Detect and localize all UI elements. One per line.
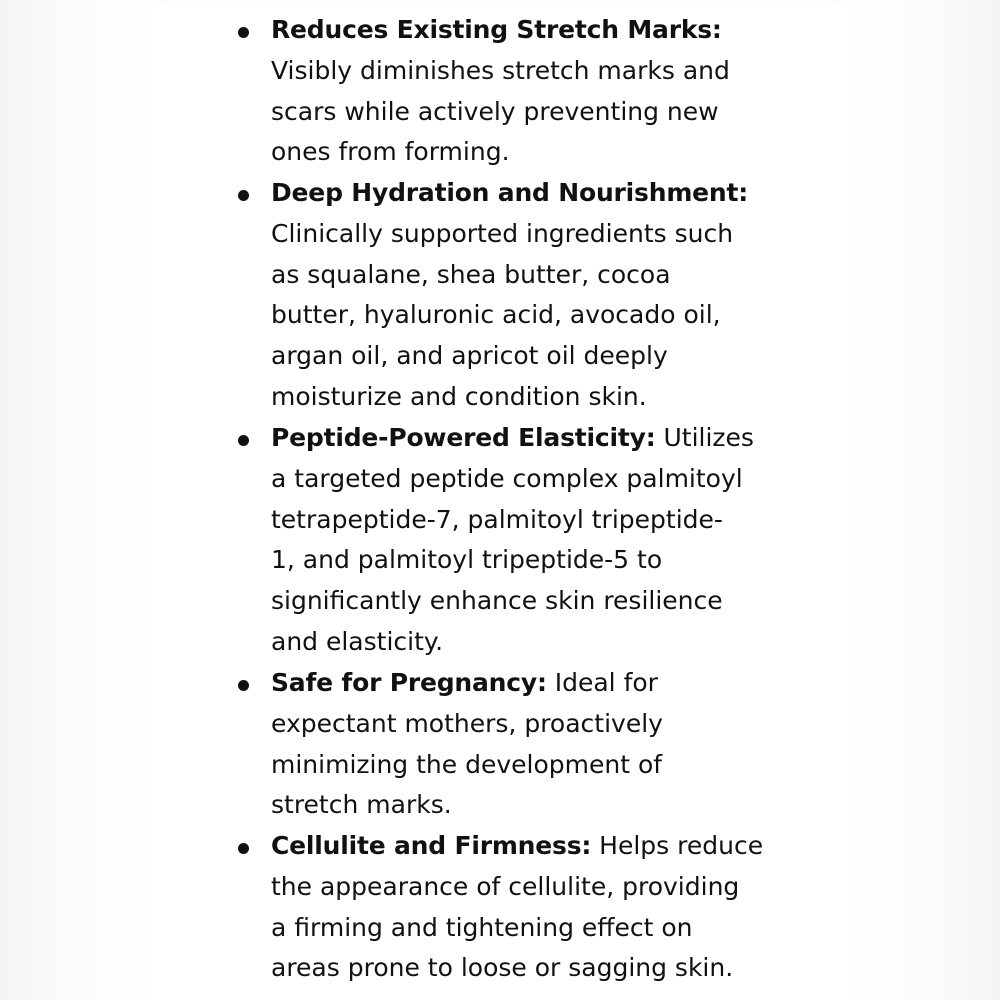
bullet-icon — [238, 843, 249, 854]
item-title-line — [271, 663, 663, 704]
item-title-line — [271, 418, 754, 459]
item-body-line: scars while actively preventing new — [271, 96, 719, 126]
item-body-line: Visibly diminishes stretch marks and — [271, 55, 730, 85]
item-body-line: and elasticity. — [271, 626, 444, 656]
item-body-line: expectant mothers, proactively — [271, 708, 663, 738]
bullet-icon — [238, 190, 249, 201]
item-body-line: argan oil, and apricot oil deeply — [271, 341, 668, 371]
item-body-line: the appearance of cellulite, providing — [271, 871, 740, 901]
item-title-line — [271, 173, 748, 214]
item-body-line: minimizing the development of — [271, 749, 663, 779]
item-title-line — [271, 10, 730, 51]
item-first-line-text: Utilizes — [663, 423, 754, 452]
item-title: Reduces Existing Stretch Marks: — [271, 15, 722, 44]
list-item — [152, 418, 794, 663]
item-title: Peptide-Powered Elasticity: — [271, 423, 656, 452]
item-body-line: areas prone to loose or sagging skin. — [271, 953, 734, 983]
bullet-icon — [238, 435, 249, 446]
list-item — [152, 826, 803, 989]
content-card — [152, 5, 848, 1000]
list-item — [152, 173, 788, 418]
item-body-line: 1, and palmitoyl tripeptide-5 to — [271, 545, 663, 575]
list-item — [152, 663, 703, 826]
bullet-icon — [238, 680, 249, 691]
item-body-line: moisturize and condition skin. — [271, 381, 647, 411]
item-title: Deep Hydration and Nourishment: — [271, 178, 749, 207]
item-title-line — [271, 826, 763, 867]
item-body-line: ones from forming. — [271, 137, 510, 167]
item-body-line: stretch marks. — [271, 790, 452, 820]
item-body-line: significantly enhance skin resilience — [271, 586, 723, 616]
item-body-line: tetrapeptide-7, palmitoyl tripeptide- — [271, 504, 723, 534]
item-body-line: a firming and tightening effect on — [271, 912, 693, 942]
item-body-line: a targeted peptide complex palmitoyl — [271, 463, 743, 493]
list-item — [152, 10, 770, 173]
bullet-icon — [238, 27, 249, 38]
item-first-line-text: Ideal for — [554, 668, 658, 697]
item-body-line: as squalane, shea butter, cocoa — [271, 259, 671, 289]
item-first-line-text: Helps reduce — [599, 831, 764, 860]
item-body-line: Clinically supported ingredients such — [271, 218, 734, 248]
item-body-line: butter, hyaluronic acid, avocado oil, — [271, 300, 721, 330]
item-title: Safe for Pregnancy: — [271, 668, 547, 697]
item-title: Cellulite and Firmness: — [271, 831, 592, 860]
